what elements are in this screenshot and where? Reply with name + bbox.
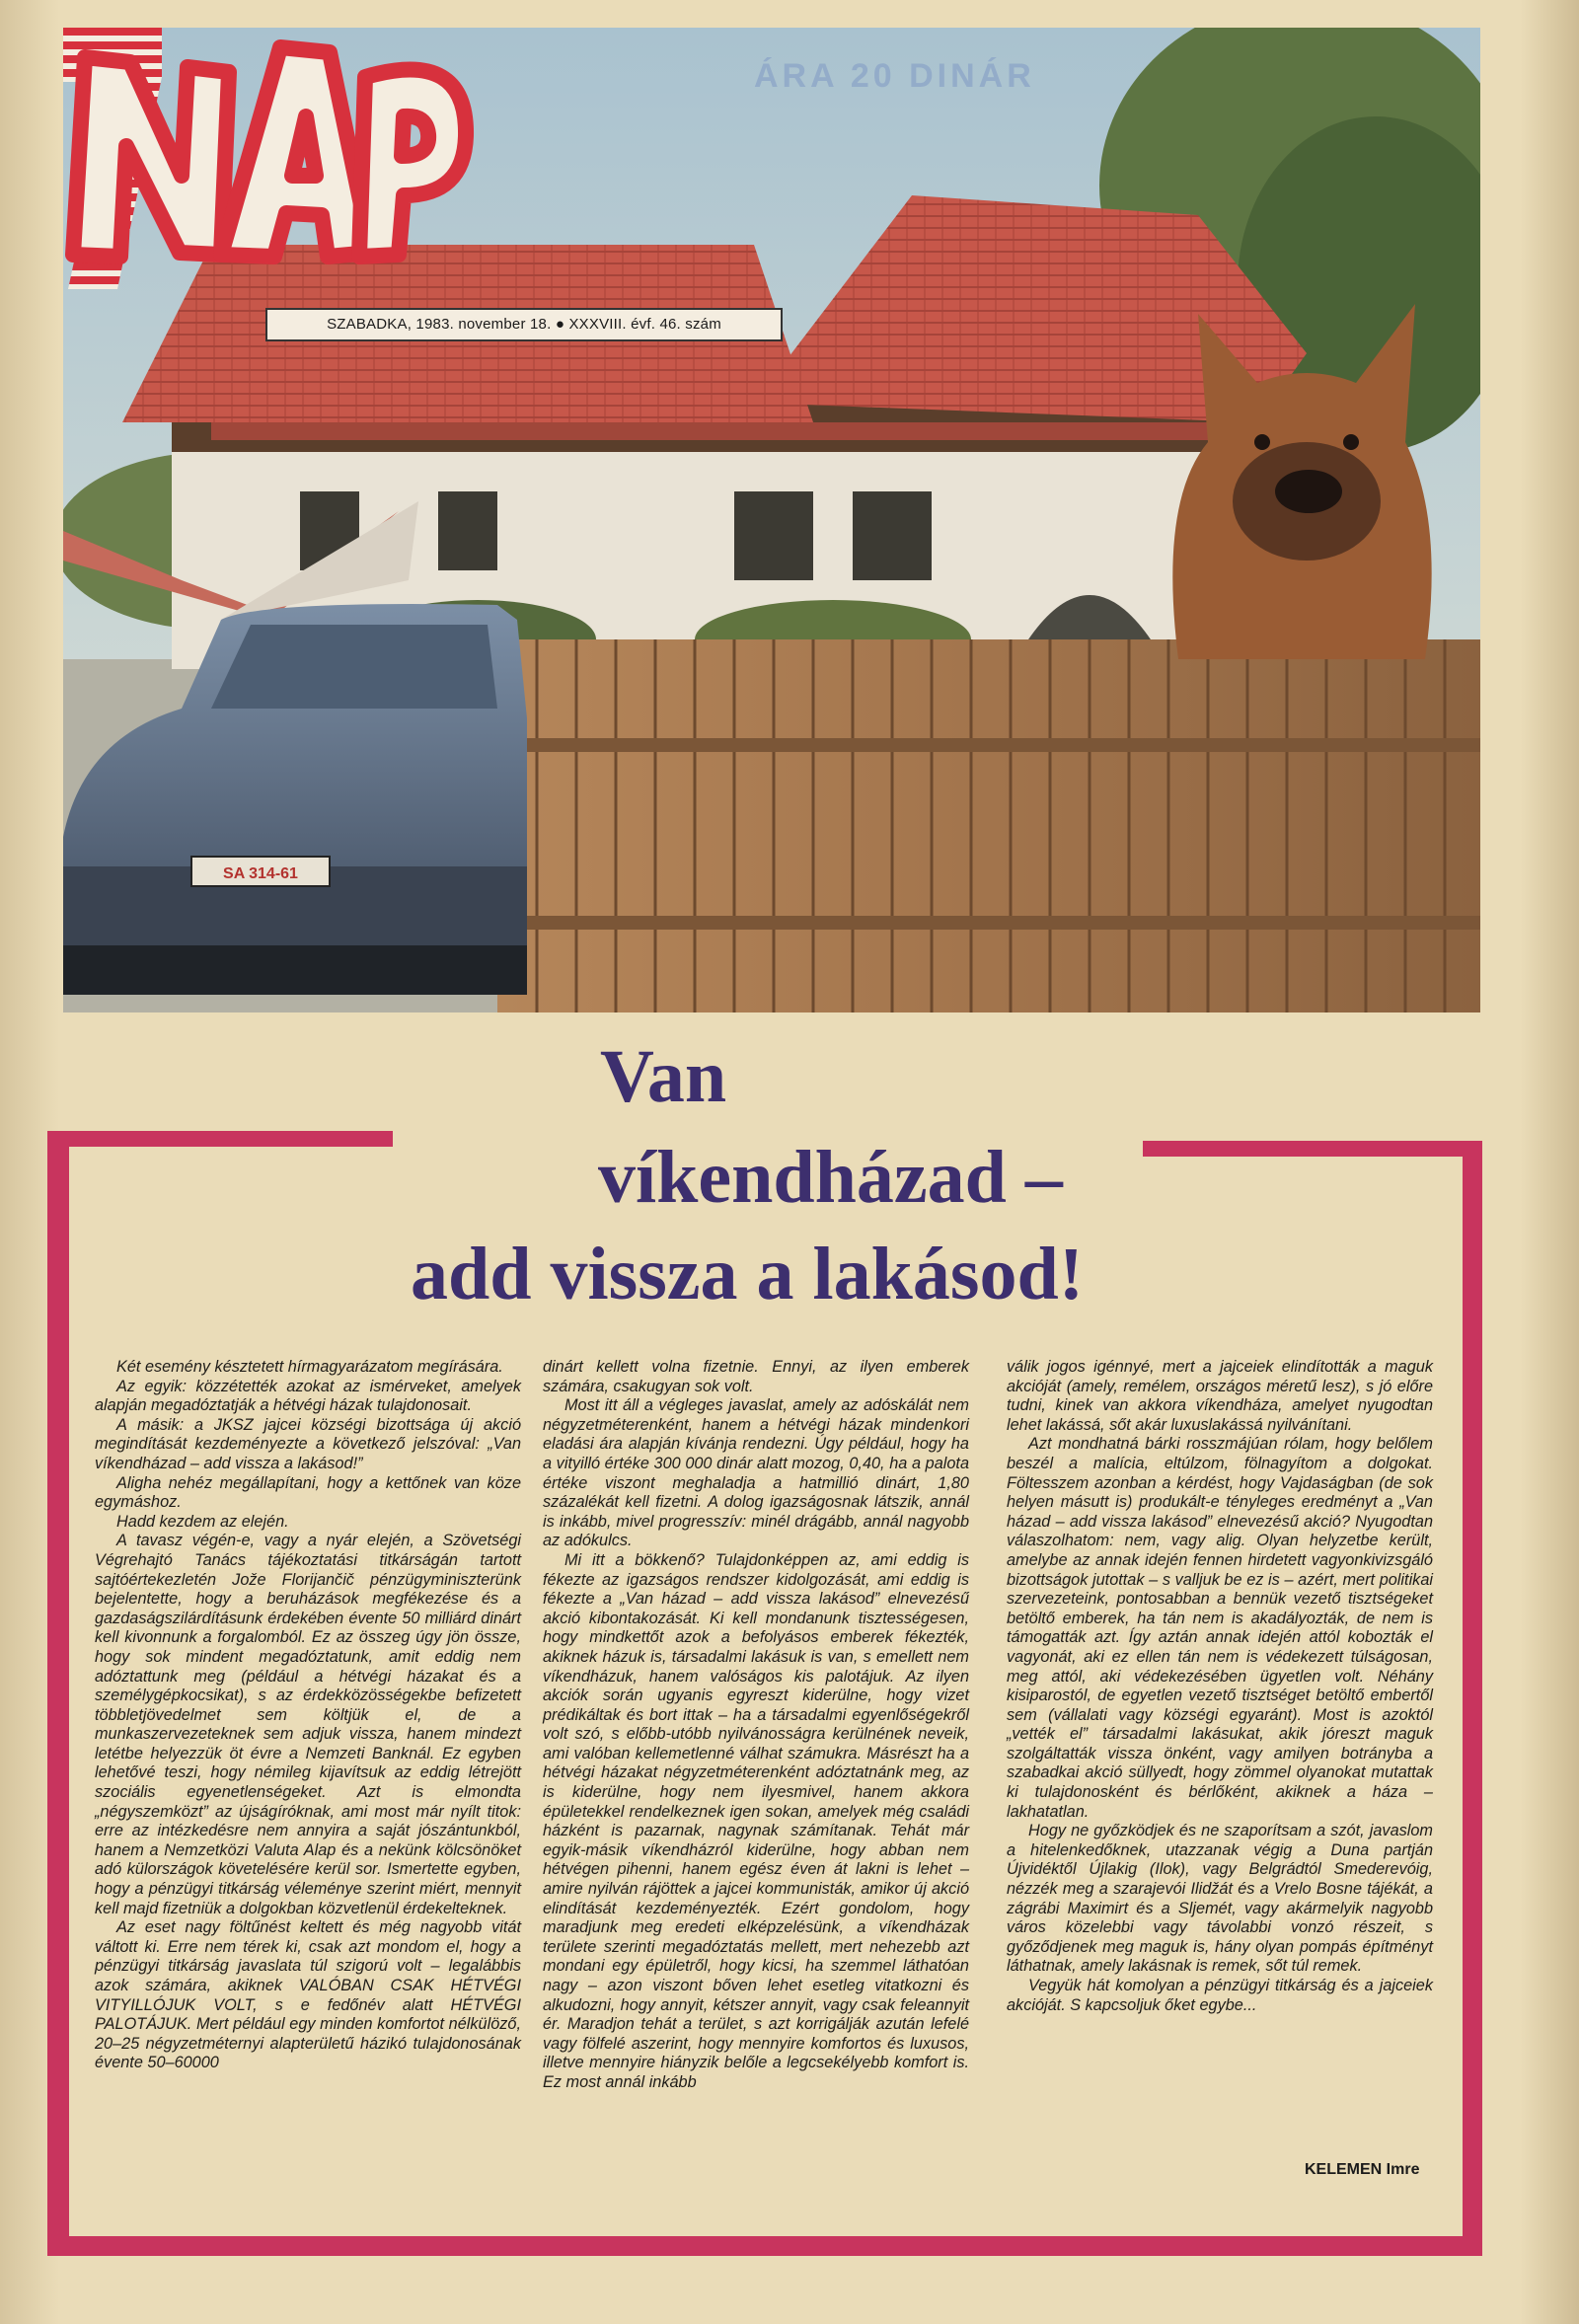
article-paragraph: A másik: a JKSZ jajcei községi bizottsága új akció megindítását kezdeményezte a következő jelszóval: „Van víkendházad – add vissza a lakásod!” — [95, 1415, 521, 1472]
frame-top-right — [1143, 1141, 1482, 1157]
article-paragraph: Aligha nehéz megállapítani, hogy a kettőnek van köze egymáshoz. — [95, 1473, 521, 1512]
article-column-2 — [543, 1358, 969, 2093]
license-plate: SA 314-61 — [223, 865, 298, 882]
headline-line-1: Van — [600, 1035, 727, 1118]
logo-nap — [63, 28, 478, 274]
article-paragraph: Mi itt a bökkenő? Tulajdonképpen az, ami eddig is fékezte az igazságos rendszer kidolgozását, ami eddig is fékezte a „Van házad – add vissza lakásod” elnevezésű akció kibontakozását. Ki kell mondanunk tisztességesen, hogy mindkettőt azok a befolyásos emberek fékezték, akiknek házuk is, társadalmi lakásuk is van, s emellett nem víkendházuk, hanem valóságos kis palotájuk. Az ilyen akciók során ugyanis egyreszt kiderülne, hogy vizet prédikáltak és bort ittak – ha a társadalmi egyenlőségekről volt szó, s előbb-utóbb nyilvánosságra kerülnének neveik, ami valóban kellemetlenné válhat számukra. Másrészt ha a hétvégi házakat négyzetméterenként adóztatnánk meg, az is kiderülne, hogy nem ilyesmivel, hanem akkora épületekkel rendelkeznek igen sokan, amelyek még családi házként is pazarnak, nagynak számítanak. Tehát már egyik-másik víkendházról kiderülne, hogy abban nem hétvégen pihenni, hanem egész éven át lakni is lehet – amire nyilván rájöttek a jajcei kommunisták, amikor új akció elindítását kezdeményezték. Ezért gondolom, hogy maradjunk meg eredeti elképzelésünk, a víkendházak területe szerinti megadóztatás mellett, mert nehezebb azt mondani egy épületről, hogy kicsi, ha szemmel láthatóan nagy – azon viszont bőven lehet esetleg vitatkozni és alkudozni, hogy annyit, kétszer annyit, vagy csak feleannyit ér. Maradjon tehát a terület, s azt korrigálják azután lefelé vagy fölfelé aszerint, hogy mennyire komfortos és luxusos, illetve mennyire hiányzik belőle a legcsekélyebb komfort is. Ez most annál inkább — [543, 1550, 969, 2091]
article-paragraph: dinárt kellett volna fizetnie. Ennyi, az ilyen emberek számára, csakugyan sok volt. — [543, 1358, 969, 1395]
article-paragraph: Most itt áll a végleges javaslat, amely az adóskálát nem négyzetméterenként, hanem a hétvégi házak mindenkori eladási ára alapján kívánja rendezni. Úgy például, hogy ha a vityilló értéke 300 000 dinár alatt mozog, 0,40, ha a palota értéke viszont meghaladja a hatmillió dinárt, 1,80 százalékát kell fizetni. A dolog igazságosnak látszik, annál is inkább, mivel progresszív: minél drágább, annál nagyobb az adókulcs. — [543, 1396, 969, 1550]
article-paragraph: Hadd kezdem az elején. — [116, 1512, 289, 1531]
author-signature: KELEMEN Imre — [1305, 2161, 1420, 2178]
article-paragraph: Az eset nagy föltűnést keltett és még nagyobb vitát váltott ki. Erre nem térek ki, csak azt mondom el, hogy a pénzügyi titkárság javaslata túl szigorú volt – legalábbis azok számára, akiknek VALÓBAN CSAK HÉTVÉGI VITYILLÓJUK VOLT, s e fedőnév alatt HÉTVÉGI PALOTÁJUK. Mert például egy minden komfortot nélkülöző, 20–25 négyzetméternyi alapterületű házikó tulajdonosának évente 50–60000 — [95, 1918, 521, 2072]
article-column-3 — [1007, 1358, 1433, 2015]
article-paragraph: válik jogos igénnyé, mert a jajceiek elindították a maguk akcióját (amely, remélem, országos méretű lesz), s jó előre tudni, kinek van akkora víkendháza, amelyet nyugodtan lehet lakássá, sőt akár luxuslakássá nyilvánítani. — [1007, 1358, 1433, 1434]
frame-top-left — [47, 1131, 393, 1147]
frame-right — [1463, 1141, 1482, 2256]
article-paragraph: Az egyik: közzétették azokat az ismérveket, amelyek alapján megadóztatják a hétvégi házak tulajdonosait. — [95, 1377, 521, 1415]
issue-dateline: SZABADKA, 1983. november 18. ● XXXVIII. évf. 46. szám — [265, 308, 783, 341]
headline-line-2: víkendházad – — [598, 1136, 1063, 1219]
article-paragraph: A tavasz végén-e, vagy a nyár elején, a Szövetségi Végrehajtó Tanács tájékoztatási titkárságán tartott sajtóértekezletén Jože Florijančič pénzügyminiszterünk bejelentette, hogy a beruházások megfékezése és a gazdaságszilárdításunk érdekében évente 50 milliárd dinárt kell kivonnunk a forgalomból. Ez az összeg úgy jön össze, hogy sok mindent megadóztatunk, amit eddig nem adóztattunk meg (például a hétvégi házakat és a személygépkocsikat), s az érdekközösségekbe befizetett többletjövedelmet sem költjük el, de a munkaszervezeteknek sem adjuk vissza, hanem mindezt letétbe helyezzük öt évre a Nemzeti Banknál. Ez egyben lehetővé teszi, hogy némileg kijavítsuk az eddig létrejött szociális egyenetlenségeket. Azt is elmondta „négyszemközt” az újságíróknak, ami most már nyílt titok: erre az intézkedésre nem annyira a saját jószántunkból, hanem a Nemzetközi Valuta Alap és a nekünk kölcsönöket adó külországok követelésére kerül sor. Ismertette egyben, hogy a pénzügyi titkárság véleménye szerint miért, mennyit kell majd fizetniük a dolgokban közvetlenül érdekelteknek. — [95, 1532, 521, 1917]
headline-line-3: add vissza a lakásod! — [411, 1233, 1085, 1315]
article-column-1 — [95, 1358, 521, 2073]
price-label: ÁRA 20 DINÁR — [754, 57, 1035, 95]
article-paragraph: Hogy ne győzködjek és ne szaporítsam a szót, javaslom a hitelenkedőknek, utazzanak végig a Duna partján Újvidéktől Újlakig (Ilok), vagy Belgrádtól Smederevóig, nézzék meg a szarajevói Ilidžát és a Vrelo Bosne tájékát, a zágrábi Maximirt és a Sljemét, vagy akármelyik nagyobb város közelebbi vagy távolabbi vonzó részeit, s győződjenek meg maguk is, hány olyan pompás építményt láthatnak, amely lakásnak is remek, sőt túl remek. — [1007, 1822, 1433, 1976]
frame-bottom — [47, 2236, 1482, 2256]
article-paragraph: Két esemény késztetett hírmagyarázatom megírására. — [116, 1358, 503, 1376]
frame-left — [47, 1131, 69, 2256]
article-paragraph: Azt mondhatná bárki rosszmájúan rólam, hogy belőlem beszél a malícia, eltúlzom, fölnagyítom a dolgokat. Föltesszem azonban a kérdést, hogy Vajdaságban (de sok helyen másutt is) produkált-e tényleges eredményt a „Van házad – add vissza lakásod” elnevezésű akció? Nyugodtan válaszolhatom: nem, vagy alig. Olyan helyzetbe került, amelybe az annak idején fennen hirdetett vagyonkivizsgáló bizottságok jutottak – s valljuk be ez is – azért, mert politikai szervezeteink, pontosabban a bennük vezető tisztségeket betöltő emberek, ha tán nem is akadályozták, de nem is támogatták azt. Így aztán annak idején attól kobozták el vagyonát, aki ez ellen tán nem is védekezett túlságosan, meg attól, aki védekezésében ügyetlen volt. Néhány kisiparostól, de egyetlen vezető tisztséget betöltő embertől sem (vállalati vagy községi egyaránt). Most is azoktól „vették el” társadalmi lakásukat, akik jóreszt maguk szolgáltatták vissza önként, vagy amilyen botrányba a szabadkai akció süllyedt, hogy zömmel olyanokat mutattak ki tulajdonosként és bérlőként, akiknek a háza – lakhatatlan. — [1007, 1435, 1433, 1821]
cover-photo — [63, 28, 1480, 1012]
article-paragraph: Vegyük hát komolyan a pénzügyi titkárság és a jajceiek akcióját. S kapcsoljuk őket egybe... — [1007, 1977, 1433, 2014]
